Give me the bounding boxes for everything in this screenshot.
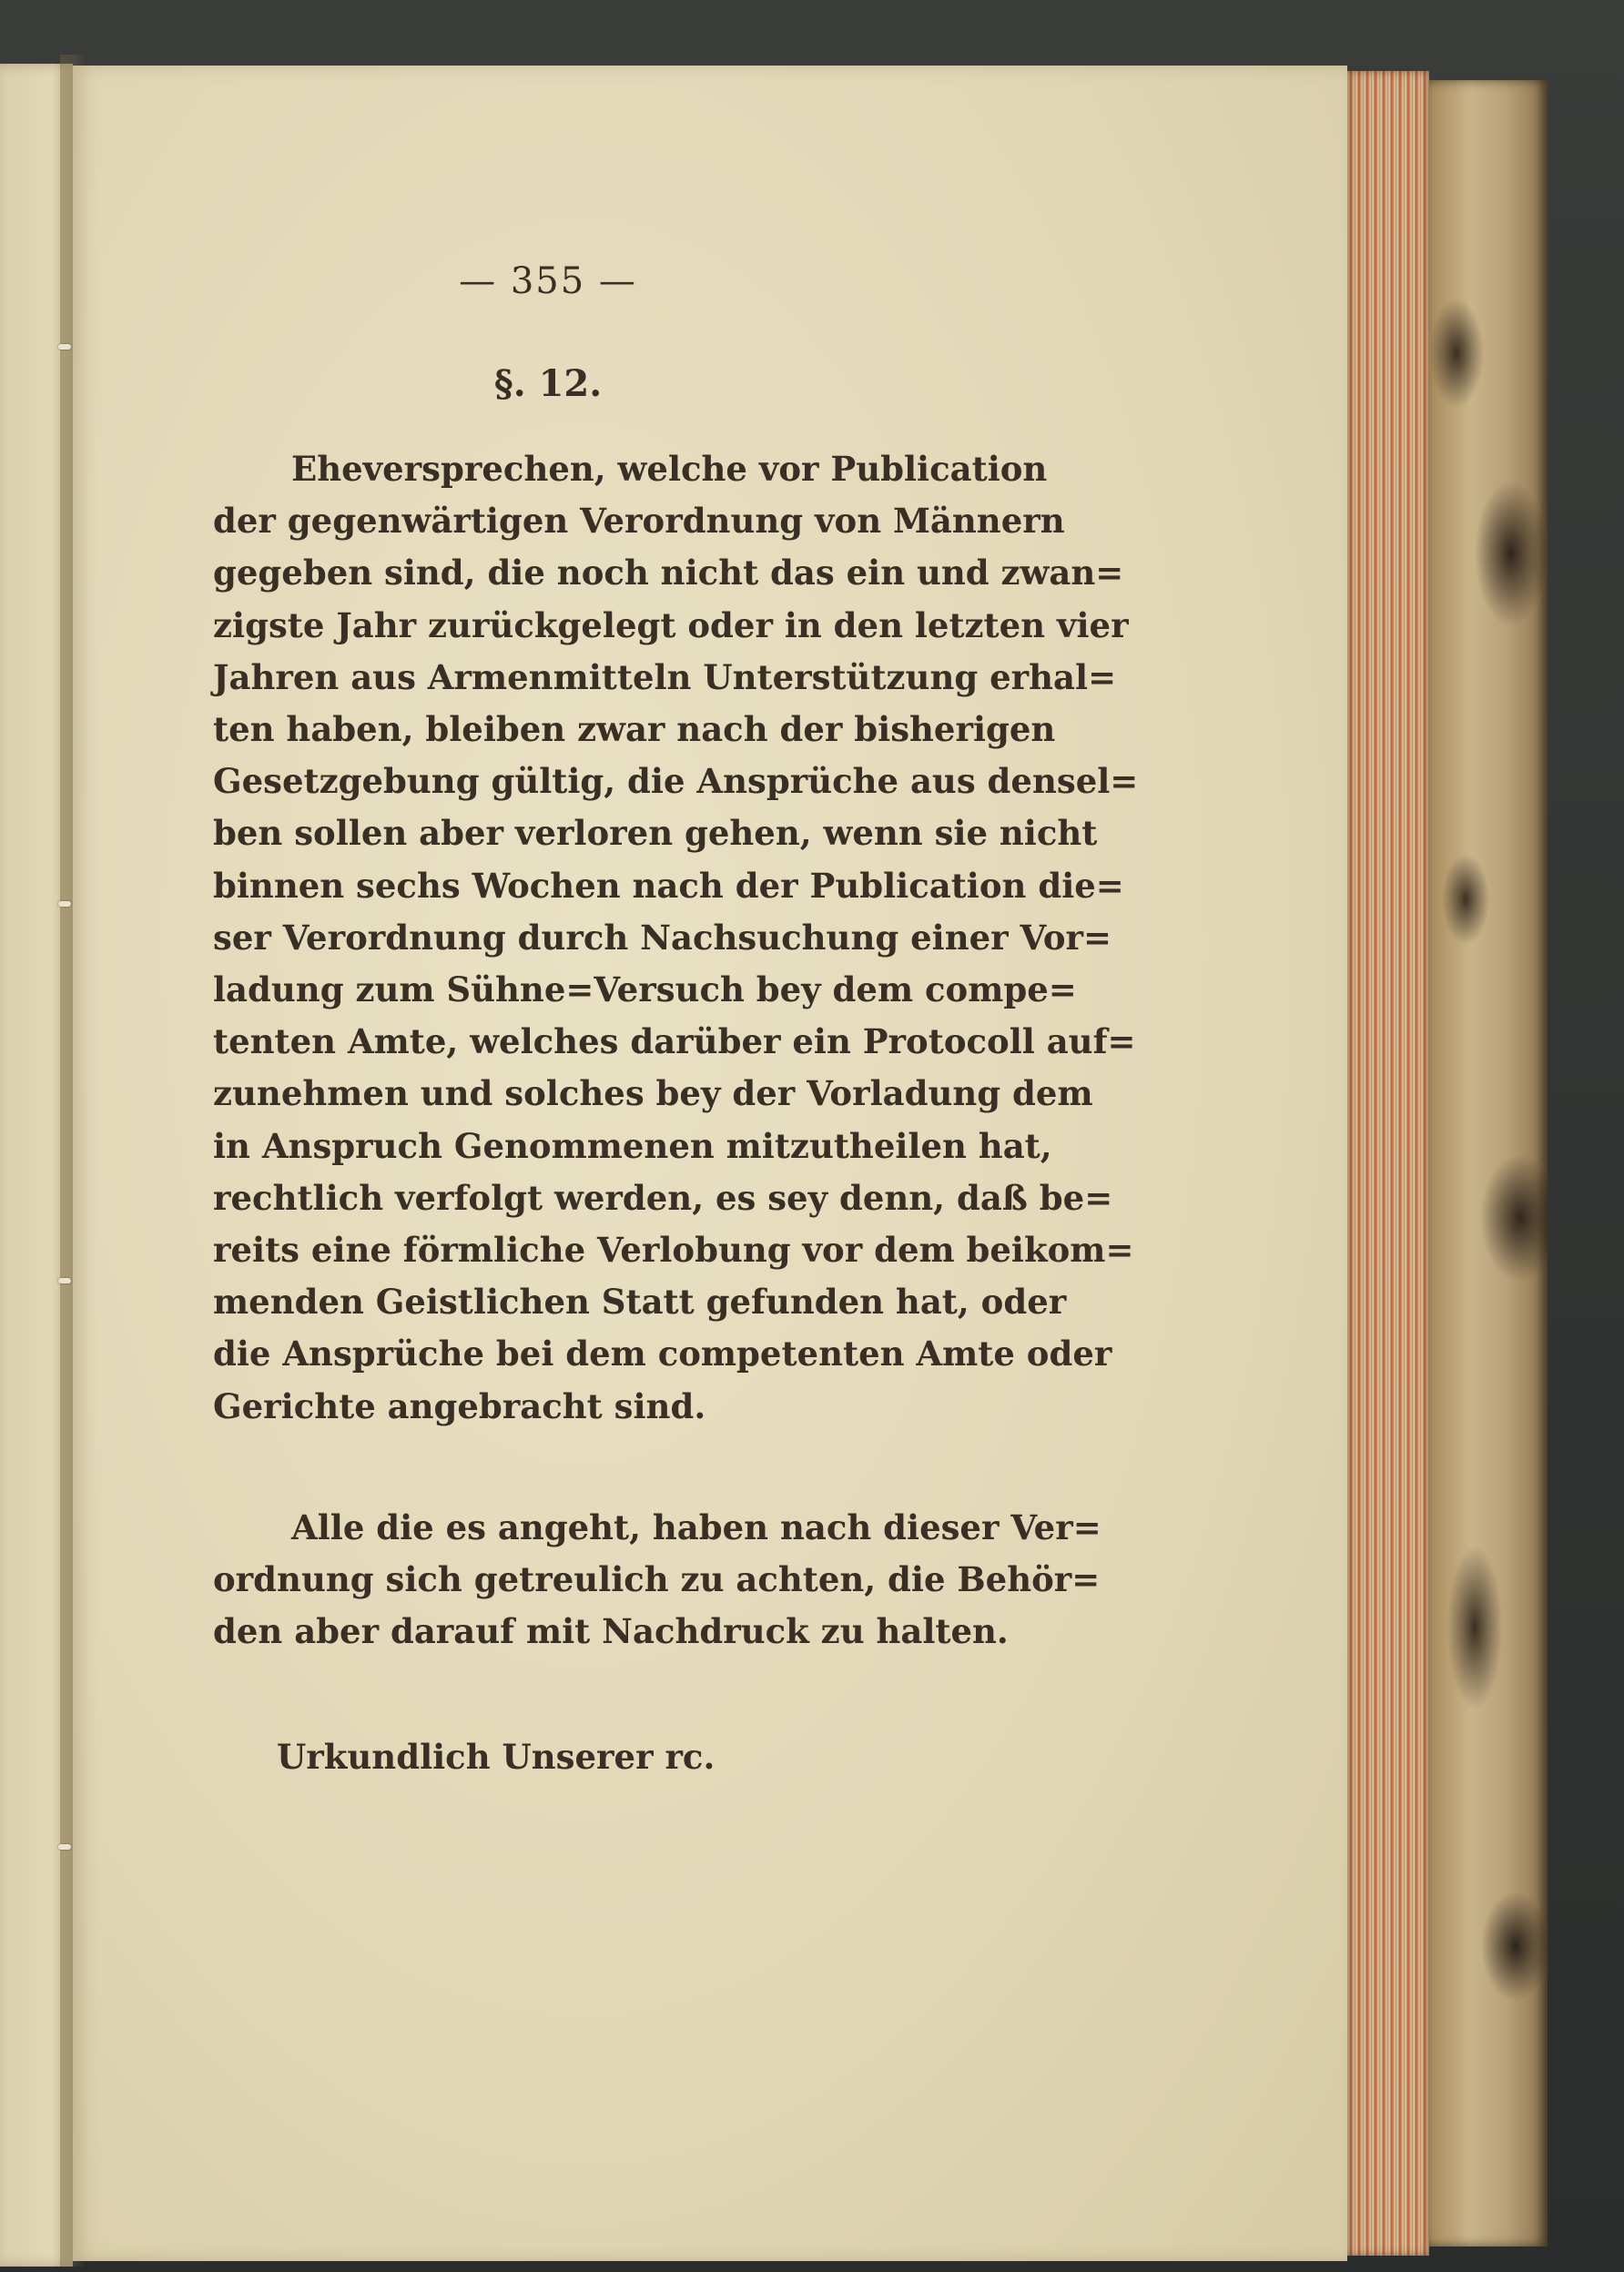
- page-fore-edges: [1347, 71, 1429, 2256]
- section-heading: §. 12.: [493, 362, 603, 405]
- text-line: zigste Jahr zurückgelegt oder in den letzten vier: [213, 604, 1129, 645]
- binding-stitch: [58, 344, 71, 350]
- text-line: Gerichte angebracht sind.: [213, 1385, 706, 1426]
- text-line: die Ansprüche bei dem competenten Amte oder: [213, 1334, 1112, 1374]
- text-line: ordnung sich getreulich zu achten, die Behör=: [213, 1559, 1101, 1600]
- text-line: menden Geistlichen Statt gefunden hat, oder: [213, 1282, 1067, 1323]
- paragraph: [213, 443, 1139, 1433]
- text-line: Gesetzgebung gültig, die Ansprüche aus densel=: [213, 761, 1139, 802]
- text-line: ladung zum Sühne=Versuch bey dem compe=: [213, 969, 1077, 1010]
- text-line: ser Verordnung durch Nachsuchung einer Vor=: [213, 917, 1112, 958]
- binding-stitch: [58, 1278, 71, 1283]
- text-line: Alle die es angeht, haben nach dieser Ver=: [291, 1507, 1101, 1547]
- binding-stitch: [58, 1844, 71, 1850]
- text-line: tenten Amte, welches darüber ein Protocoll auf=: [213, 1021, 1136, 1062]
- text-line: rechtlich verfolgt werden, es sey denn, daß be=: [213, 1177, 1113, 1218]
- text-line: Eheversprechen, welche vor Publication: [291, 449, 1048, 489]
- page-number-header: — 355 —: [459, 260, 637, 302]
- marbled-cover-board: [1429, 80, 1548, 2247]
- closing-formula: Urkundlich Unserer rc.: [277, 1737, 716, 1777]
- text-line: zunehmen und solches bey der Vorladung dem: [213, 1073, 1093, 1114]
- text-line: ten haben, bleiben zwar nach der bisherigen: [213, 709, 1056, 750]
- text-line: reits eine förmliche Verlobung vor dem beikom=: [213, 1230, 1134, 1271]
- text-line: in Anspruch Genommenen mitzutheilen hat,: [213, 1125, 1052, 1166]
- text-line: der gegenwärtigen Verordnung von Männern: [213, 501, 1065, 542]
- text-line: gegeben sind, die noch nicht das ein und zwan=: [213, 553, 1124, 593]
- paragraph: [213, 1502, 1101, 1658]
- text-line: den aber darauf mit Nachdruck zu halten.: [213, 1611, 1009, 1652]
- text-line: binnen sechs Wochen nach der Publication die=: [213, 865, 1124, 906]
- text-line: ben sollen aber verloren gehen, wenn sie nicht: [213, 813, 1098, 854]
- text-line: Jahren aus Armenmitteln Unterstützung erhal=: [213, 656, 1117, 697]
- binding-stitch: [58, 901, 71, 907]
